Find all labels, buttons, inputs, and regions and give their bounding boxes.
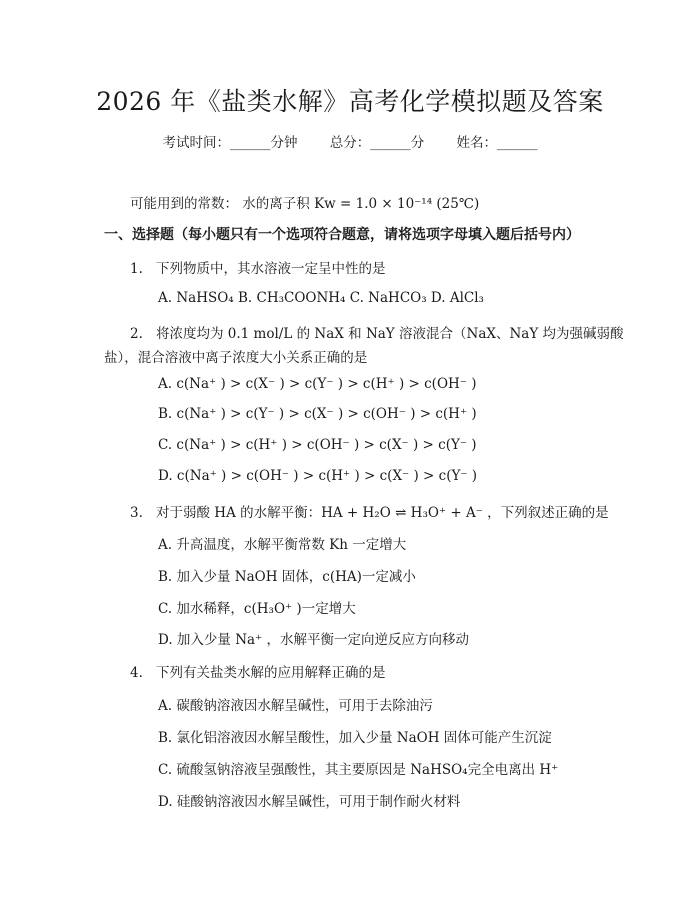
option-b: B. 氯化铝溶液因水解呈酸性，加入少量 NaOH 固体可能产生沉淀	[158, 730, 552, 746]
question-1-options: A. NaHSO₄ B. CH₃COONH₄ C. NaHCO₃ D. AlCl₃	[158, 290, 484, 306]
question-text: 对于弱酸 HA 的水解平衡：HA + H₂O ⇌ H₃O⁺ + A⁻ ，下列叙述正确的是	[156, 505, 609, 521]
question-1	[130, 257, 386, 277]
exam-meta	[0, 131, 700, 151]
question-3	[130, 501, 609, 521]
option-d: D. 硅酸钠溶液因水解呈碱性，可用于制作耐火材料	[158, 794, 461, 810]
question-2	[130, 322, 624, 342]
question-number: 1.	[130, 261, 143, 277]
question-number: 4.	[130, 665, 143, 681]
question-text-continued: 盐），混合溶液中离子浓度大小关系正确的是	[104, 350, 368, 366]
question-number: 3.	[130, 505, 143, 521]
section-heading: 一、选择题（每小题只有一个选项符合题意，请将选项字母填入题后括号内）	[104, 227, 580, 243]
question-text: 下列有关盐类水解的应用解释正确的是	[156, 665, 386, 681]
option-b: B. c(Na⁺ ) > c(Y⁻ ) > c(X⁻ ) > c(OH⁻ ) > c(H⁺ )	[158, 406, 477, 422]
exam-time: 考试时间：______分钟	[162, 135, 298, 151]
question-text: 下列物质中，其水溶液一定呈中性的是	[156, 261, 386, 277]
option-a: A. 升高温度，水解平衡常数 Kh 一定增大	[158, 537, 407, 553]
option-a: A. 碳酸钠溶液因水解呈碱性，可用于去除油污	[158, 698, 433, 714]
option-a: A. c(Na⁺ ) > c(X⁻ ) > c(Y⁻ ) > c(H⁺ ) > c(OH⁻ )	[158, 376, 477, 392]
student-name: 姓名：______	[456, 135, 538, 151]
option-d: D. c(Na⁺ ) > c(OH⁻ ) > c(H⁺ ) > c(X⁻ ) > c(Y⁻ )	[158, 468, 478, 484]
constant-note: 可能用到的常数： 水的离子积 Kw = 1.0 × 10⁻¹⁴ (25℃)	[130, 196, 480, 212]
document-title: 2026 年《盐类水解》高考化学模拟题及答案	[96, 87, 604, 116]
option-b: B. 加入少量 NaOH 固体，c(HA)一定减小	[158, 569, 416, 585]
question-4	[130, 661, 386, 681]
total-score: 总分：______分	[329, 135, 425, 151]
option-c: C. 硫酸氢钠溶液呈强酸性，其主要原因是 NaHSO₄完全电离出 H⁺	[158, 762, 559, 778]
option-c: C. 加水稀释，c(H₃O⁺ )一定增大	[158, 601, 356, 617]
option-d: D. 加入少量 Na⁺ ，水解平衡一定向逆反应方向移动	[158, 632, 469, 648]
question-text: 将浓度均为 0.1 mol/L 的 NaX 和 NaY 溶液混合（NaX、NaY 均为强碱弱酸	[156, 326, 624, 342]
question-number: 2.	[130, 326, 143, 342]
option-c: C. c(Na⁺ ) > c(H⁺ ) > c(OH⁻ ) > c(X⁻ ) > c(Y⁻ )	[158, 437, 477, 453]
